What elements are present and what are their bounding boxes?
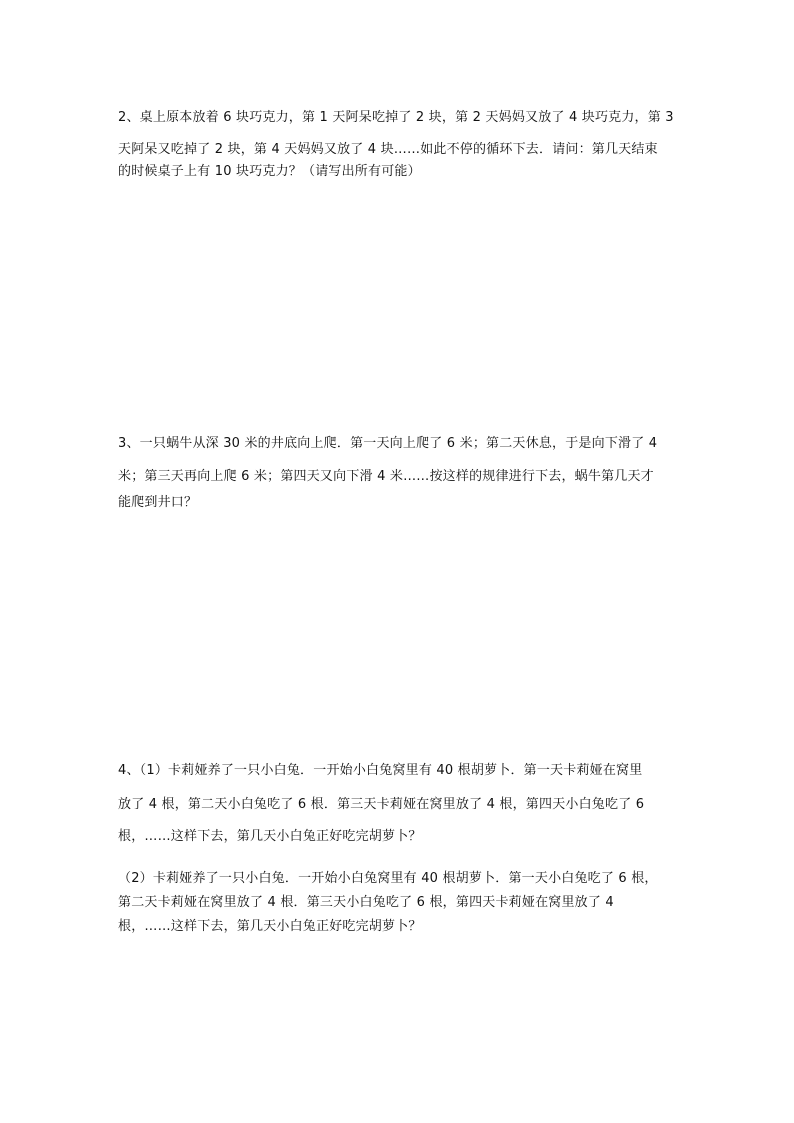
question-3-line-1: 3、一只蜗牛从深 30 米的井底向上爬．第一天向上爬了 6 米；第二天休息，于是向下滑了 4 — [118, 436, 658, 451]
question-2-line-3: 的时候桌子上有 10 块巧克力？（请写出所有可能） — [118, 164, 421, 179]
question-2-line-1: 2、桌上原本放着 6 块巧克力，第 1 天阿呆吃掉了 2 块，第 2 天妈妈又放了 4 块巧克力，第 3 — [118, 110, 674, 125]
question-4-2-line-1: （2）卡莉娅养了一只小白兔．一开始小白兔窝里有 40 根胡萝卜．第一天小白兔吃了 6 根， — [118, 871, 658, 886]
question-4-2-line-3: 根，……这样下去，第几天小白兔正好吃完胡萝卜？ — [118, 919, 422, 934]
question-4-1-line-3: 根，……这样下去，第几天小白兔正好吃完胡萝卜？ — [118, 829, 422, 844]
question-4-2-line-2: 第二天卡莉娅在窝里放了 4 根．第三天小白兔吃了 6 根，第四天卡莉娅在窝里放了 4 — [118, 895, 614, 910]
question-3-line-2: 米；第三天再向上爬 6 米；第四天又向下滑 4 米……按这样的规律进行下去，蜗牛第几天才 — [118, 469, 654, 484]
question-4-1-line-1: 4、（1）卡莉娅养了一只小白兔．一开始小白兔窝里有 40 根胡萝卜．第一天卡莉娅在窝里 — [118, 763, 643, 778]
question-2-line-2: 天阿呆又吃掉了 2 块，第 4 天妈妈又放了 4 块……如此不停的循环下去．请问：第几天结束 — [118, 142, 658, 157]
question-3-line-3: 能爬到井口？ — [118, 495, 198, 510]
question-4-1-line-2: 放了 4 根，第二天小白兔吃了 6 根．第三天卡莉娅在窝里放了 4 根，第四天小白兔吃了 6 — [118, 797, 645, 812]
